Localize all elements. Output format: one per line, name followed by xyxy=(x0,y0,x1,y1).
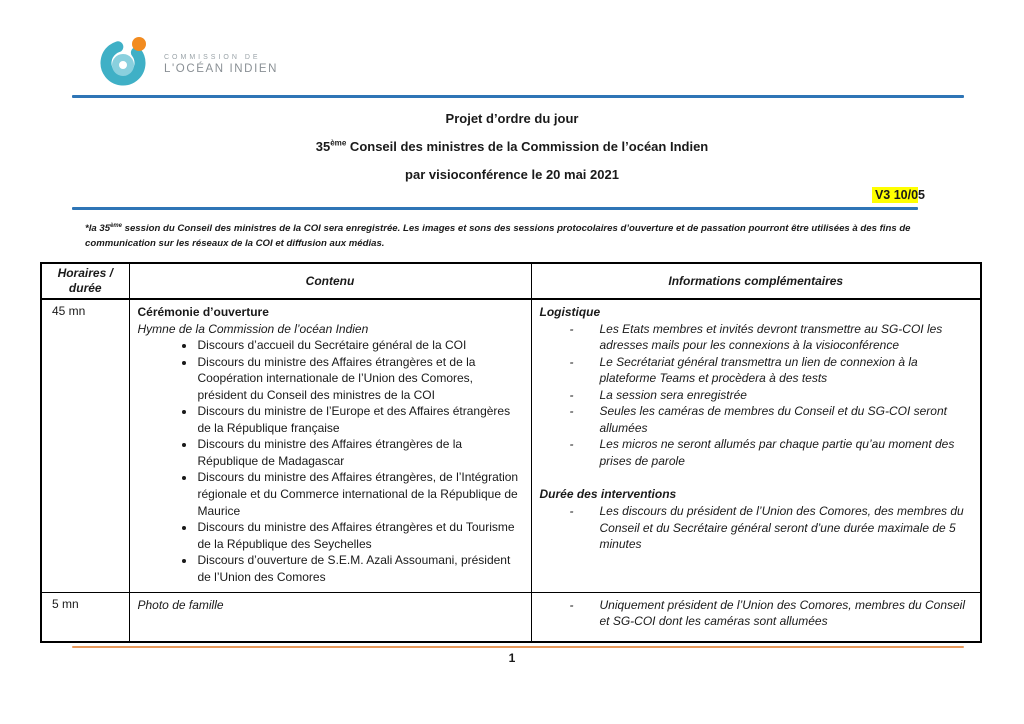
list-item: • Discours d’ouverture de S.E.M. Azali Assoumani, président de l’Union des Comores xyxy=(196,552,523,585)
document-subtitle: 35ème Conseil des ministres de la Commission de l’océan Indien xyxy=(315,138,709,154)
header-divider xyxy=(72,95,964,98)
logo-line2: L'OCÉAN INDIEN xyxy=(164,62,279,75)
content-cell xyxy=(129,299,531,592)
version-tag: V3 10/05 xyxy=(872,188,925,202)
coi-logo xyxy=(98,34,278,88)
agenda-table xyxy=(40,262,982,643)
info-item: - Les micros ne seront allumés par chaque partie qu’au moment des prises de parole xyxy=(562,436,973,469)
note-superscript: ème xyxy=(110,222,122,229)
logo-line1: COMMISSION DE xyxy=(164,53,261,61)
info-item: - La session sera enregistrée xyxy=(562,387,973,404)
list-item: • Discours du ministre des Affaires étrangères et de la Coopération internationale de l’Union des Comores, président du Conseil des ministres de la COI xyxy=(196,354,523,404)
info-item: - Les Etats membres et invités devront transmettre au SG-COI les adresses mails pour les connexions à la visioconférence xyxy=(562,321,973,354)
content-cell: Photo de famille xyxy=(129,592,531,642)
version-highlight: V3 10/0 xyxy=(872,187,918,203)
info-item: - Uniquement président de l’Union des Comores, membres du Conseil et SG-COI dont les caméras sont allumées xyxy=(562,597,973,630)
list-item: • Discours du ministre de l’Europe et des Affaires étrangères de la République française xyxy=(196,403,523,436)
document-date-line: par visioconférence le 20 mai 2021 xyxy=(405,167,619,182)
ordinal-superscript: ème xyxy=(330,138,347,148)
list-item: • Discours du ministre des Affaires étrangères de la République de Madagascar xyxy=(196,436,523,469)
duration-cell: 45 mn xyxy=(41,299,129,592)
recording-note: *la 35ème session du Conseil des ministres de la COI sera enregistrée. Les images et sons des sessions protocolaires d’ouverture et de passation pourront être utilisées à des fins de communication sur les réseaux de la COI et diffusion aux médias. xyxy=(85,222,914,249)
header-informations: Informations complémentaires xyxy=(531,263,981,299)
mid-divider xyxy=(72,207,918,210)
content-title: Cérémonie d’ouverture xyxy=(137,305,269,319)
coi-logo-mark xyxy=(98,34,152,88)
document-title: Projet d’ordre du jour xyxy=(445,111,579,126)
table-row xyxy=(41,299,981,592)
header-contenu: Contenu xyxy=(129,263,531,299)
table-header-row xyxy=(41,263,981,299)
info-cell xyxy=(531,592,981,642)
info-item: - Seules les caméras de membres du Conseil et du SG-COI seront allumées xyxy=(562,403,973,436)
list-item: • Discours du ministre des Affaires étrangères, de l’Intégration régionale et du Commerce international de la République de Maurice xyxy=(196,469,523,519)
info-cell xyxy=(531,299,981,592)
page-number: 1 xyxy=(508,651,516,665)
header-horaires: Horaires / durée xyxy=(41,263,129,299)
coi-logo-text xyxy=(164,48,278,75)
info-section-heading: Durée des interventions xyxy=(539,487,677,502)
content-subtitle: Hymne de la Commission de l’océan Indien xyxy=(137,321,369,336)
list-item: • Discours d’accueil du Secrétaire général de la COI xyxy=(196,337,523,354)
info-item: - Les discours du président de l’Union des Comores, des membres du Conseil et du Secrétaire général seront d’une durée maximale de 5 minutes xyxy=(562,503,973,553)
list-item: • Discours du ministre des Affaires étrangères et du Tourisme de la République des Seychelles xyxy=(196,519,523,552)
footer-divider xyxy=(72,646,964,648)
speech-list xyxy=(138,337,523,585)
duration-cell: 5 mn xyxy=(41,592,129,642)
table-row xyxy=(41,592,981,642)
info-section-heading: Logistique xyxy=(539,305,601,319)
info-item: - Le Secrétariat général transmettra un lien de connexion à la plateforme Teams et procèdera à des tests xyxy=(562,354,973,387)
title-block xyxy=(0,111,1024,195)
